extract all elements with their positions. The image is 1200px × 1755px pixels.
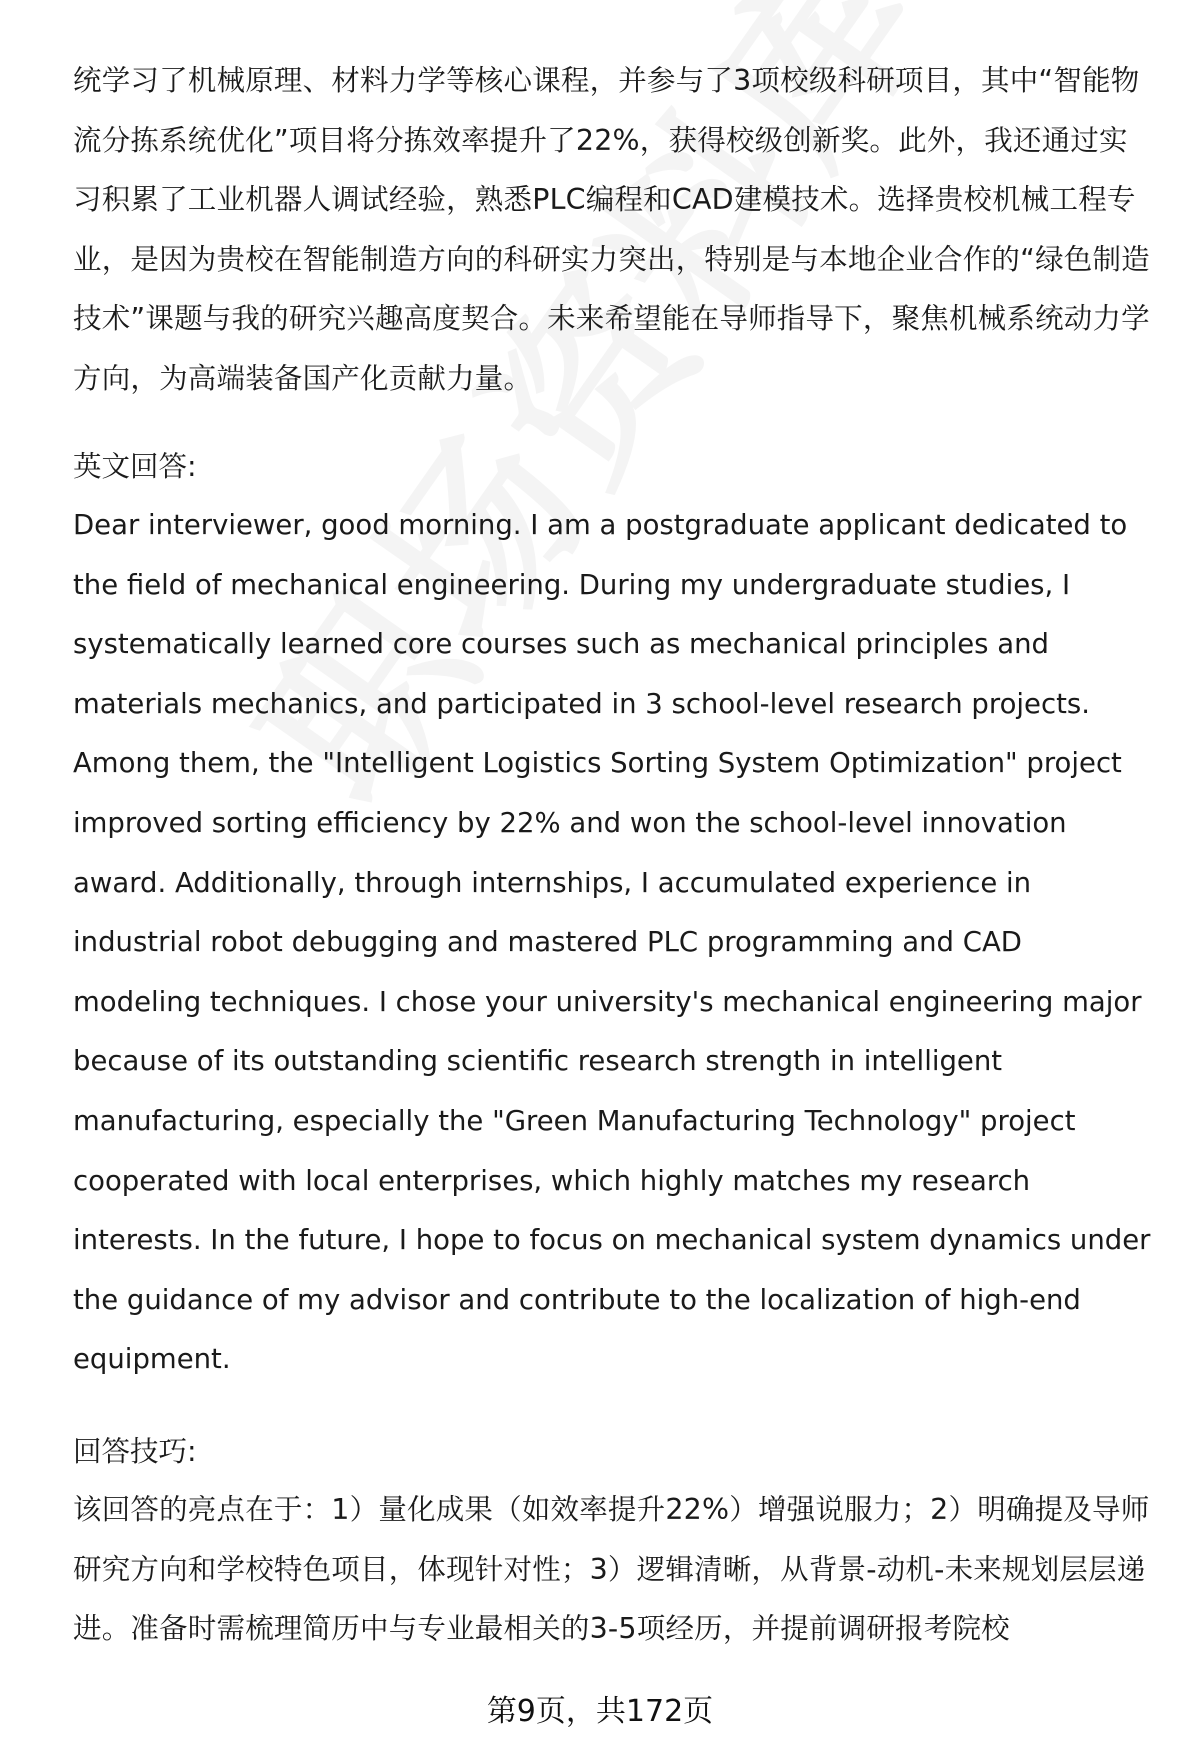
answer-tips-paragraph: 该回答的亮点在于：1）量化成果（如效率提升22%）增强说服力；2）明确提及导师研究方向和学校特色项目，体现针对性；3）逻辑清晰，从背景-动机-未来规划层层递进。准备时需梳理简历中与专业最相关的3-5项经历，并提前调研报考院校 [73, 1493, 1150, 1645]
english-answer-label: 英文回答: [73, 450, 197, 483]
english-answer-paragraph: Dear interviewer, good morning. I am a postgraduate applicant dedicated to the field of mechanical engineering. During my undergraduate studies, I systematically learned core courses such as mechanical principles and materials mechanics, and participated in 3 school-level research projects. Among them, the "Intelligent Logistics Sorting System Optimization" project improved sorting efficiency by 22% and won the school-level innovation award. Additionally, through internships, I accumulated experience in industrial robot debugging and mastered PLC programming and CAD modeling techniques. I chose your university's mechanical engineering major because of its outstanding scientific research strength in intelligent manufacturing, especially the "Green Manufacturing Technology" project cooperated with local enterprises, which highly matches my research interests. In the future, I hope to focus on mechanical system dynamics under the guidance of my advisor and contribute to the localization of high-end equipment. [73, 509, 1151, 1376]
page-number-footer: 第9页，共172页 [486, 1694, 714, 1729]
answer-tips-label: 回答技巧: [73, 1435, 197, 1468]
chinese-answer-paragraph: 统学习了机械原理、材料力学等核心课程，并参与了3项校级科研项目，其中“智能物流分拣系统优化”项目将分拣效率提升了22%，获得校级创新奖。此外，我还通过实习积累了工业机器人调试经验，熟悉PLC编程和CAD建模技术。选择贵校机械工程专业，是因为贵校在智能制造方向的科研实力突出，特别是与本地企业合作的“绿色制造技术”课题与我的研究兴趣高度契合。未来希望能在导师指导下，聚焦机械系统动力学方向，为高端装备国产化贡献力量。 [73, 64, 1150, 395]
